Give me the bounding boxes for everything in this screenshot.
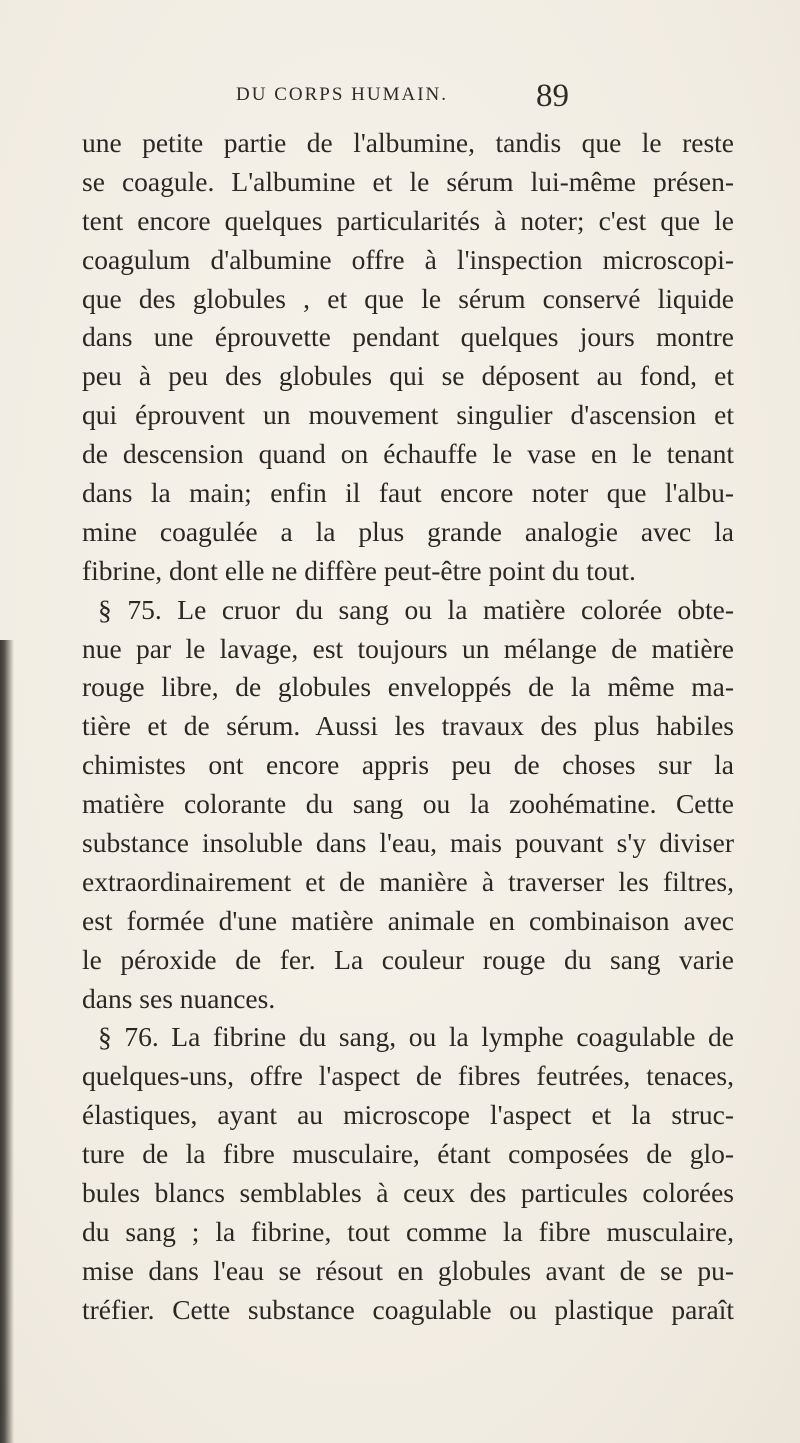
text-line: quelques-uns, offre l'aspect de fibres feutrées, tenaces, bbox=[82, 1060, 734, 1092]
running-title: DU CORPS HUMAIN. bbox=[236, 84, 448, 105]
text-line: est formée d'une matière animale en combinaison avec bbox=[82, 904, 734, 936]
text-line: le péroxide de fer. La couleur rouge du sang varie bbox=[82, 943, 734, 975]
text-line: matière colorante du sang ou la zoohématine. Cette bbox=[82, 788, 734, 820]
text-line: tière et de sérum. Aussi les travaux des plus habiles bbox=[82, 710, 734, 742]
page-header bbox=[0, 78, 800, 118]
text-line: mise dans l'eau se résout en globules avant de se pu- bbox=[82, 1254, 734, 1286]
text-line: de descension quand on échauffe le vase en le tenant bbox=[82, 438, 734, 470]
text-line: coagulum d'albumine offre à l'inspection microscopi- bbox=[82, 243, 734, 275]
text-line: du sang ; la fibrine, tout comme la fibre musculaire, bbox=[82, 1215, 734, 1247]
text-line: que des globules , et que le sérum conservé liquide bbox=[82, 282, 734, 314]
text-line: se coagule. L'albumine et le sérum lui-même présen- bbox=[82, 165, 734, 197]
text-line: nue par le lavage, est toujours un mélange de matière bbox=[82, 632, 734, 664]
page-number: 89 bbox=[536, 78, 569, 114]
text-line: une petite partie de l'albumine, tandis que le reste bbox=[82, 127, 734, 158]
text-line: mine coagulée a la plus grande analogie avec la bbox=[82, 515, 734, 547]
text-line: extraordinairement et de manière à traverser les filtres, bbox=[82, 865, 734, 897]
text-line: tent encore quelques particularités à noter; c'est que le bbox=[82, 204, 734, 236]
paragraph-75-start: § 75. Le cruor du sang ou la matière colorée obte- bbox=[98, 593, 734, 625]
text-line: ture de la fibre musculaire, étant composées de glo- bbox=[82, 1138, 734, 1170]
text-line: élastiques, ayant au microscope l'aspect et la struc- bbox=[82, 1099, 734, 1131]
text-line: dans ses nuances. bbox=[82, 982, 276, 1014]
text-line: qui éprouvent un mouvement singulier d'ascension et bbox=[82, 399, 734, 431]
text-line: dans une éprouvette pendant quelques jours montre bbox=[82, 321, 734, 353]
text-line: dans la main; enfin il faut encore noter que l'albu- bbox=[82, 477, 734, 509]
text-line: peu à peu des globules qui se déposent au fond, et bbox=[82, 360, 734, 392]
text-line: substance insoluble dans l'eau, mais pouvant s'y diviser bbox=[82, 827, 734, 859]
text-line: tréfier. Cette substance coagulable ou plastique paraît bbox=[82, 1293, 734, 1325]
text-line: rouge libre, de globules enveloppés de la même ma- bbox=[82, 671, 734, 703]
text-line: bules blancs semblables à ceux des particules colorées bbox=[82, 1177, 734, 1209]
binding-shadow bbox=[0, 640, 14, 1443]
text-line: chimistes ont encore appris peu de choses sur la bbox=[82, 749, 734, 781]
paragraph-76-start: § 76. La fibrine du sang, ou la lymphe coagulable de bbox=[98, 1021, 734, 1053]
body-text bbox=[82, 124, 734, 1330]
text-line: fibrine, dont elle ne diffère peut-être point du tout. bbox=[82, 554, 636, 586]
